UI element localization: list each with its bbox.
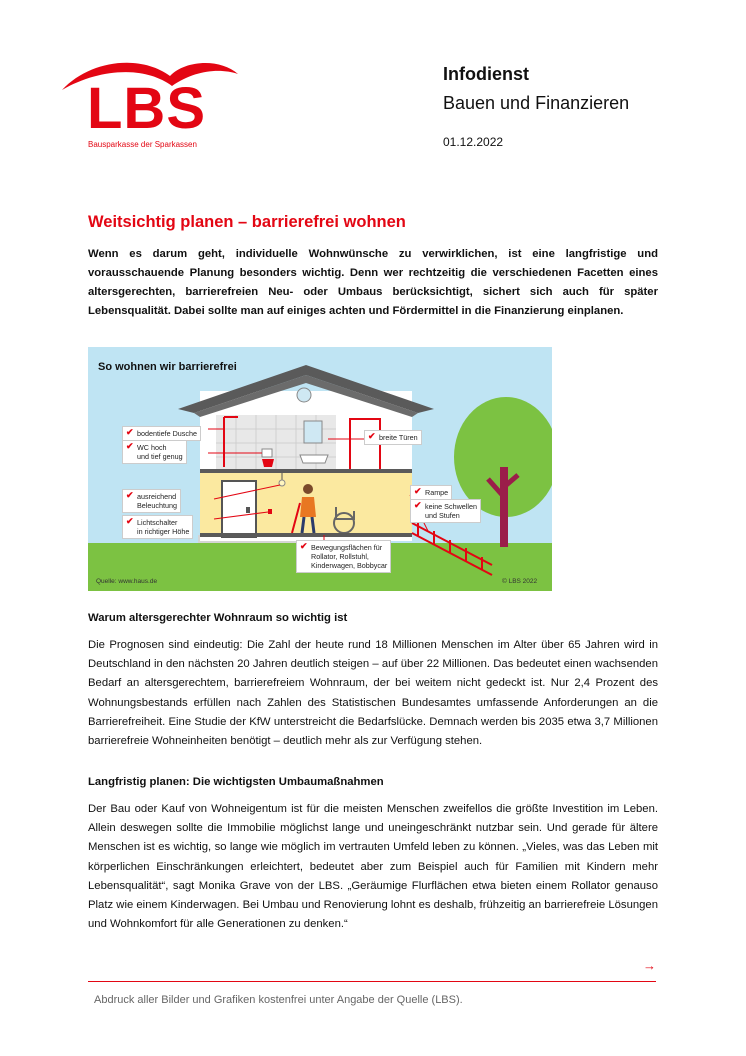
- tree-trunk: [500, 467, 508, 547]
- check-icon: ✔: [300, 541, 308, 551]
- illustration-source: Quelle: www.haus.de: [96, 578, 158, 585]
- header-subtitle: Bauen und Finanzieren: [443, 93, 630, 113]
- section1-heading: Warum altersgerechter Wohnraum so wichtig ist: [88, 612, 348, 624]
- lbs-logo-wordmark: LBS: [87, 76, 206, 141]
- article-lead: Wenn es darum geht, individuelle Wohnwünsche zu verwirklichen, ist eine langfristige und vorausschauende Planung besonders wichtig. Denn wer rechtzeitig die verschiedenen Facetten eines altersgerechten, barrierefreien Neu- oder Umbaus berücksichtigt, sichert sich auch für später Lebensqualität. Dabei sollte man auf einiges achten und Fördermittel in die Finanzierung einplanen.: [88, 248, 658, 317]
- check-icon: ✔: [126, 427, 134, 437]
- label-rampe: ✔ Rampe: [410, 485, 452, 500]
- barrierefrei-illustration: [88, 347, 552, 591]
- check-icon: ✔: [126, 490, 134, 500]
- label-bewegungsflaechen: ✔ Bewegungsflächen für Rollator, Rollstuhl, Kinderwagen, Bobbycar: [296, 540, 391, 573]
- footer-note: Abdruck aller Bilder und Grafiken kostenfrei unter Angabe der Quelle (LBS).: [94, 994, 463, 1006]
- label-beleuchtung: ✔ ausreichend Beleuchtung: [122, 489, 181, 513]
- check-icon: ✔: [414, 486, 422, 496]
- header-date: 01.12.2022: [443, 135, 504, 149]
- label-tueren: ✔ breite Türen: [364, 430, 422, 445]
- person: [303, 484, 313, 494]
- label-schwellen: ✔ keine Schwellen und Stufen: [410, 499, 481, 523]
- check-icon: ✔: [368, 431, 376, 441]
- check-icon: ✔: [414, 500, 422, 510]
- lbs-logo-tagline: Bausparkasse der Sparkassen: [88, 140, 197, 149]
- arrow-right-icon[interactable]: →: [643, 958, 656, 973]
- check-icon: ✔: [126, 516, 134, 526]
- check-icon: ✔: [126, 441, 134, 451]
- wide-door: [350, 419, 380, 471]
- section1-text: Die Prognosen sind eindeutig: Die Zahl der heute rund 18 Millionen Menschen im Alter über 65 Jahren wird in Deutschland in den nächsten 20 Jahren deutlich steigen – auf über 22 Millionen. Das bedeutet einen wachsenden Bedarf an altersgerechtem, barrierefreiem Wohnraum, der bei weitem nicht gedeckt ist. Nur 2,4 Prozent des Wohnungsbestands erfüllen nach Zahlen des Statistischen Bundesamtes umfassende Anforderungen an die Barrierefreiheit. Eine Studie der KfW unterstreicht die Bedarfslücke. Demnach werden bis 2035 etwa 3,7 Millionen barrierefreie Wohneinheiten benötigt – deutlich mehr als zur Verfügung stehen.: [88, 639, 658, 748]
- label-dusche: ✔ bodentiefe Dusche: [122, 426, 201, 441]
- illustration-title: So wohnen wir barrierefrei: [98, 361, 237, 373]
- header-title: Infodienst: [443, 64, 529, 84]
- section2-heading: Langfristig planen: Die wichtigsten Umbaumaßnahmen: [88, 776, 384, 788]
- label-wc: ✔ WC hoch und tief genug: [122, 440, 187, 464]
- section2-text: Der Bau oder Kauf von Wohneigentum ist für die meisten Menschen zweifellos die größte Investition im Leben. Allein deswegen sollte die Immobilie möglichst lange und uneingeschränkt nutzbar sein. Und gerade für ältere Menschen ist es wichtig, so lange wie möglich im vertrauten Umfeld leben zu können. „Vieles, was das Leben mit körperlichen Einschränkungen erleichtert, bedeutet aber zum Beispiel auch für Familien mit Kindern mehr Lebensqualität“, sagt Monika Grave von der LBS. „Geräumige Flurflächen etwa bieten einem Rollator genauso Platz wie einem Kinderwagen. Bei Umbau und Renovierung lohnt es deshalb, frühzeitig an barrierefreie Lösungen und Wohnkomfort für alle Generationen zu denken.“: [88, 803, 658, 931]
- label-lichtschalter: ✔ Lichtschalter in richtiger Höhe: [122, 515, 193, 539]
- illustration-copyright: © LBS 2022: [502, 578, 538, 585]
- article-headline: Weitsichtig planen – barrierefrei wohnen: [88, 213, 406, 231]
- footer-divider: [88, 981, 656, 982]
- roof-window: [297, 388, 311, 402]
- front-door: [222, 481, 256, 537]
